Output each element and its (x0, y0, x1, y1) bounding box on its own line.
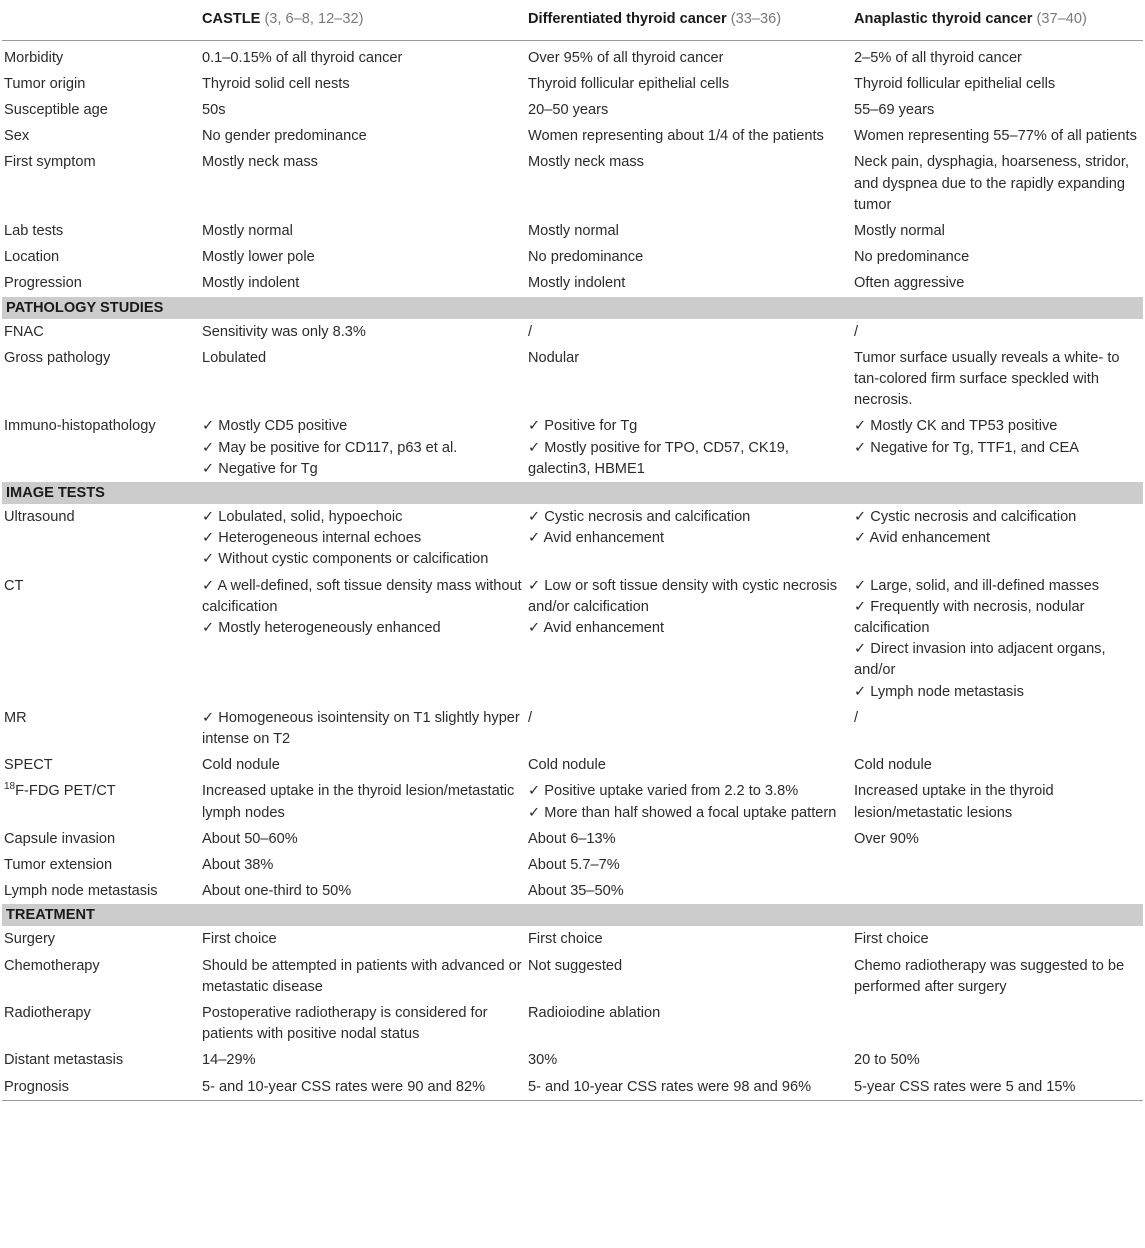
cell-anaplastic (852, 573, 1143, 705)
cell-differentiated: 30% (528, 1052, 558, 1069)
section-row-pathology-studies (2, 297, 1143, 319)
cell-differentiated (526, 778, 852, 825)
row-label-text: Chemotherapy (4, 957, 100, 974)
cell-differentiated: Not suggested (528, 957, 623, 974)
cell-castle (200, 413, 526, 482)
cell-line: ✓ Avid enhancement (528, 530, 665, 547)
cell-differentiated (526, 504, 852, 573)
cell-differentiated: About 5.7–7% (528, 857, 620, 873)
table-row (2, 1000, 1143, 1047)
row-label-text: Gross pathology (4, 349, 111, 366)
row-label-text: Ultrasound (4, 508, 75, 525)
header-castle (200, 0, 526, 40)
header-castle-ref: (3, 6–8, 12–32) (264, 11, 364, 27)
cell-castle: 5- and 10-year CSS rates were 90 and 82% (200, 1074, 526, 1101)
cell-castle (200, 504, 526, 573)
cell-castle: Mostly lower pole (202, 249, 315, 266)
cell-castle: Cold nodule (202, 757, 280, 774)
table-row (2, 504, 1143, 573)
row-label-text: Tumor extension (4, 857, 113, 873)
header-castle-name: CASTLE (202, 11, 261, 27)
row-label-gross-pathology (2, 345, 200, 414)
table-row (2, 826, 1143, 852)
table-row (2, 1074, 1143, 1101)
table-row (2, 705, 1143, 752)
cell-anaplastic: Mostly normal (854, 222, 945, 239)
cell-castle: Mostly normal (202, 222, 293, 239)
row-label-location (2, 244, 200, 270)
cell-differentiated: Mostly indolent (528, 275, 626, 292)
table-row (2, 244, 1143, 270)
row-label-capsule-invasion (2, 826, 200, 852)
cell-line: ✓ Mostly positive for TPO, CD57, CK19, galectin3, HBME1 (528, 439, 789, 477)
cell-differentiated: Mostly neck mass (528, 154, 644, 171)
cell-differentiated: 5- and 10-year CSS rates were 98 and 96% (526, 1074, 852, 1101)
cell-anaplastic: Increased uptake in the thyroid lesion/metastatic lesions (854, 783, 1054, 821)
row-label-text: Capsule invasion (4, 830, 116, 847)
row-label-tumor-extension (2, 852, 200, 878)
row-label-fnac (2, 319, 200, 345)
row-label-lab-tests (2, 218, 200, 244)
cell-castle: About one-third to 50% (202, 883, 352, 900)
table-row (2, 149, 1143, 218)
table-row (2, 778, 1143, 825)
cell-differentiated: About 35–50% (528, 883, 624, 900)
cell-castle: Should be attempted in patients with advanced or metastatic disease (202, 957, 522, 995)
section-row-treatment (2, 904, 1143, 926)
row-label-text: Radiotherapy (4, 1005, 91, 1022)
header-blank (2, 0, 200, 40)
row-label-text: First symptom (4, 154, 96, 171)
cell-anaplastic: Tumor surface usually reveals a white- to tan-colored firm surface speckled with necrosis. (854, 349, 1120, 409)
header-differentiated-name: Differentiated thyroid cancer (528, 11, 727, 27)
row-label-morbidity (2, 40, 200, 71)
cell-line: ✓ More than half showed a focal uptake pattern (528, 804, 837, 821)
row-label-text: Location (4, 249, 60, 266)
cell-anaplastic: 2–5% of all thyroid cancer (854, 49, 1022, 66)
row-label-text: Morbidity (4, 49, 64, 66)
cell-castle (200, 705, 526, 752)
cell-line: ✓ Mostly heterogeneously enhanced (202, 619, 441, 636)
row-label-lymph-node-metastasis (2, 878, 200, 904)
cell-line: ✓ Avid enhancement (528, 619, 665, 636)
cell-castle: Postoperative radiotherapy is considered for patients with positive nodal status (202, 1005, 488, 1043)
cell-line: ✓ Cystic necrosis and calcification (854, 508, 1077, 525)
table-row (2, 40, 1143, 71)
cell-line: ✓ Homogeneous isointensity on T1 slightly hyper intense on T2 (202, 709, 520, 747)
table-row (2, 345, 1143, 414)
table-row (2, 97, 1143, 123)
cell-differentiated: No predominance (528, 249, 644, 266)
cell-castle (200, 573, 526, 705)
cell-anaplastic (852, 1000, 1143, 1047)
cell-castle: 14–29% (202, 1052, 256, 1069)
cell-line: ✓ Frequently with necrosis, nodular calcification (854, 598, 1085, 636)
row-label-f-fdg-pet-ct (2, 778, 200, 825)
row-label-mr (2, 705, 200, 752)
cell-anaplastic: Thyroid follicular epithelial cells (854, 75, 1056, 92)
cell-differentiated: 20–50 years (528, 101, 609, 118)
row-label-ultrasound (2, 504, 200, 573)
cell-castle: Mostly indolent (202, 275, 300, 292)
row-label-text: Lymph node metastasis (4, 883, 158, 900)
cell-line: ✓ Cystic necrosis and calcification (528, 508, 751, 525)
cell-castle: No gender predominance (202, 128, 367, 145)
header-differentiated-ref: (33–36) (730, 11, 782, 27)
section-row-image-tests (2, 482, 1143, 504)
table-row (2, 270, 1143, 296)
cell-anaplastic: / (854, 323, 859, 340)
row-label-chemotherapy (2, 953, 200, 1000)
row-label-text: Lab tests (4, 222, 64, 239)
cell-anaplastic: Often aggressive (854, 275, 965, 292)
header-differentiated (526, 0, 852, 40)
row-label-text: FNAC (4, 323, 44, 340)
cell-line: ✓ Positive uptake varied from 2.2 to 3.8% (528, 783, 799, 800)
cell-castle: Lobulated (202, 349, 267, 366)
table-body (2, 40, 1143, 1100)
cell-anaplastic: No predominance (854, 249, 970, 266)
cell-castle: Increased uptake in the thyroid lesion/metastatic lymph nodes (202, 783, 515, 821)
cell-differentiated: Radioiodine ablation (528, 1005, 661, 1022)
row-label-text: Distant metastasis (4, 1052, 124, 1069)
cell-anaplastic: Neck pain, dysphagia, hoarseness, stridor, and dyspnea due to the rapidly expanding tumor (854, 154, 1130, 213)
row-label-tumor-origin (2, 71, 200, 97)
row-label-text: Susceptible age (4, 101, 108, 118)
row-label-radiotherapy (2, 1000, 200, 1047)
cell-line: ✓ Mostly CK and TP53 positive (854, 418, 1058, 435)
cell-line: ✓ May be positive for CD117, p63 et al. (202, 439, 458, 456)
cell-castle: 0.1–0.15% of all thyroid cancer (202, 49, 403, 66)
row-label-text: Sex (4, 128, 30, 145)
cell-castle: About 38% (202, 857, 274, 873)
cell-anaplastic: 20 to 50% (854, 1052, 920, 1069)
row-label-ct (2, 573, 200, 705)
cell-line: ✓ Large, solid, and ill-defined masses (854, 577, 1100, 594)
row-label-susceptible-age (2, 97, 200, 123)
cell-differentiated (526, 413, 852, 482)
row-label-surgery (2, 926, 200, 952)
cell-castle: Sensitivity was only 8.3% (202, 323, 366, 340)
cell-differentiated: / (528, 709, 533, 726)
cell-anaplastic: 5-year CSS rates were 5 and 15% (852, 1074, 1143, 1101)
cell-line: ✓ Negative for Tg, TTF1, and CEA (854, 439, 1080, 456)
cell-castle: Thyroid solid cell nests (202, 75, 350, 92)
cell-anaplastic (852, 504, 1143, 573)
row-label-first-symptom (2, 149, 200, 218)
cell-line: ✓ Heterogeneous internal echoes (202, 530, 422, 547)
comparison-table (2, 0, 1143, 1101)
cell-anaplastic: First choice (854, 931, 929, 948)
table-row (2, 752, 1143, 778)
table-row (2, 573, 1143, 705)
cell-anaplastic: Over 90% (854, 830, 919, 847)
cell-line: ✓ Mostly CD5 positive (202, 418, 348, 435)
cell-anaplastic (852, 852, 1143, 878)
cell-anaplastic: 55–69 years (854, 101, 935, 118)
header-row (2, 0, 1143, 40)
table-row (2, 123, 1143, 149)
cell-anaplastic: / (854, 709, 859, 726)
cell-anaplastic (852, 413, 1143, 482)
section-heading: PATHOLOGY STUDIES (2, 297, 1143, 319)
cell-castle: About 50–60% (202, 830, 298, 847)
row-label-text: Tumor origin (4, 75, 86, 92)
cell-anaplastic (852, 878, 1143, 904)
cell-castle: Mostly neck mass (202, 154, 318, 171)
cell-line: ✓ A well-defined, soft tissue density mass without calcification (202, 577, 522, 615)
header-anaplastic (852, 0, 1143, 40)
cell-differentiated: Women representing about 1/4 of the patients (528, 128, 824, 145)
cell-differentiated: Thyroid follicular epithelial cells (528, 75, 730, 92)
cell-line: ✓ Positive for Tg (528, 418, 638, 435)
cell-anaplastic: Women representing 55–77% of all patients (854, 128, 1137, 145)
cell-differentiated: Mostly normal (528, 222, 619, 239)
header-anaplastic-ref: (37–40) (1036, 11, 1087, 27)
cell-anaplastic: Chemo radiotherapy was suggested to be performed after surgery (854, 957, 1125, 995)
row-label-text: Progression (4, 275, 82, 292)
row-label-text: Prognosis (4, 1078, 69, 1095)
table-row (2, 926, 1143, 952)
cell-differentiated: Over 95% of all thyroid cancer (528, 49, 724, 66)
header-anaplastic-name: Anaplastic thyroid cancer (854, 11, 1033, 27)
cell-differentiated: About 6–13% (528, 830, 616, 847)
row-label-superscript: 18 (4, 780, 16, 792)
cell-differentiated (526, 573, 852, 705)
row-label-immuno-histopathology (2, 413, 200, 482)
table-row (2, 1047, 1143, 1073)
table-row (2, 953, 1143, 1000)
cell-line: ✓ Without cystic components or calcification (202, 551, 489, 568)
row-label-progression (2, 270, 200, 296)
row-label-text: F-FDG PET/CT (15, 783, 116, 800)
section-heading: TREATMENT (2, 904, 1143, 926)
cell-differentiated: Cold nodule (528, 757, 606, 774)
cell-castle: First choice (202, 931, 277, 948)
row-label-text: MR (4, 709, 27, 726)
section-heading: IMAGE TESTS (2, 482, 1143, 504)
cell-line: ✓ Negative for Tg (202, 460, 318, 477)
table-row (2, 319, 1143, 345)
row-label-text: SPECT (4, 757, 53, 774)
table-row (2, 878, 1143, 904)
table-row (2, 71, 1143, 97)
row-label-spect (2, 752, 200, 778)
cell-differentiated: / (528, 323, 533, 340)
row-label-distant-metastasis (2, 1047, 200, 1073)
table-row (2, 413, 1143, 482)
cell-differentiated: Nodular (528, 349, 580, 366)
row-label-sex (2, 123, 200, 149)
cell-line: ✓ Low or soft tissue density with cystic necrosis and/or calcification (528, 577, 838, 615)
cell-anaplastic: Cold nodule (854, 757, 932, 774)
table-row (2, 218, 1143, 244)
cell-differentiated: First choice (528, 931, 603, 948)
cell-line: ✓ Direct invasion into adjacent organs, and/or (854, 641, 1106, 679)
cell-line: ✓ Lobulated, solid, hypoechoic (202, 508, 403, 525)
cell-line: ✓ Avid enhancement (854, 530, 991, 547)
row-label-text: Surgery (4, 931, 56, 948)
table-row (2, 852, 1143, 878)
cell-line: ✓ Lymph node metastasis (854, 683, 1024, 700)
cell-castle: 50s (202, 101, 226, 118)
row-label-prognosis (2, 1074, 200, 1101)
row-label-text: Immuno-histopathology (4, 418, 156, 435)
row-label-text: CT (4, 577, 24, 594)
